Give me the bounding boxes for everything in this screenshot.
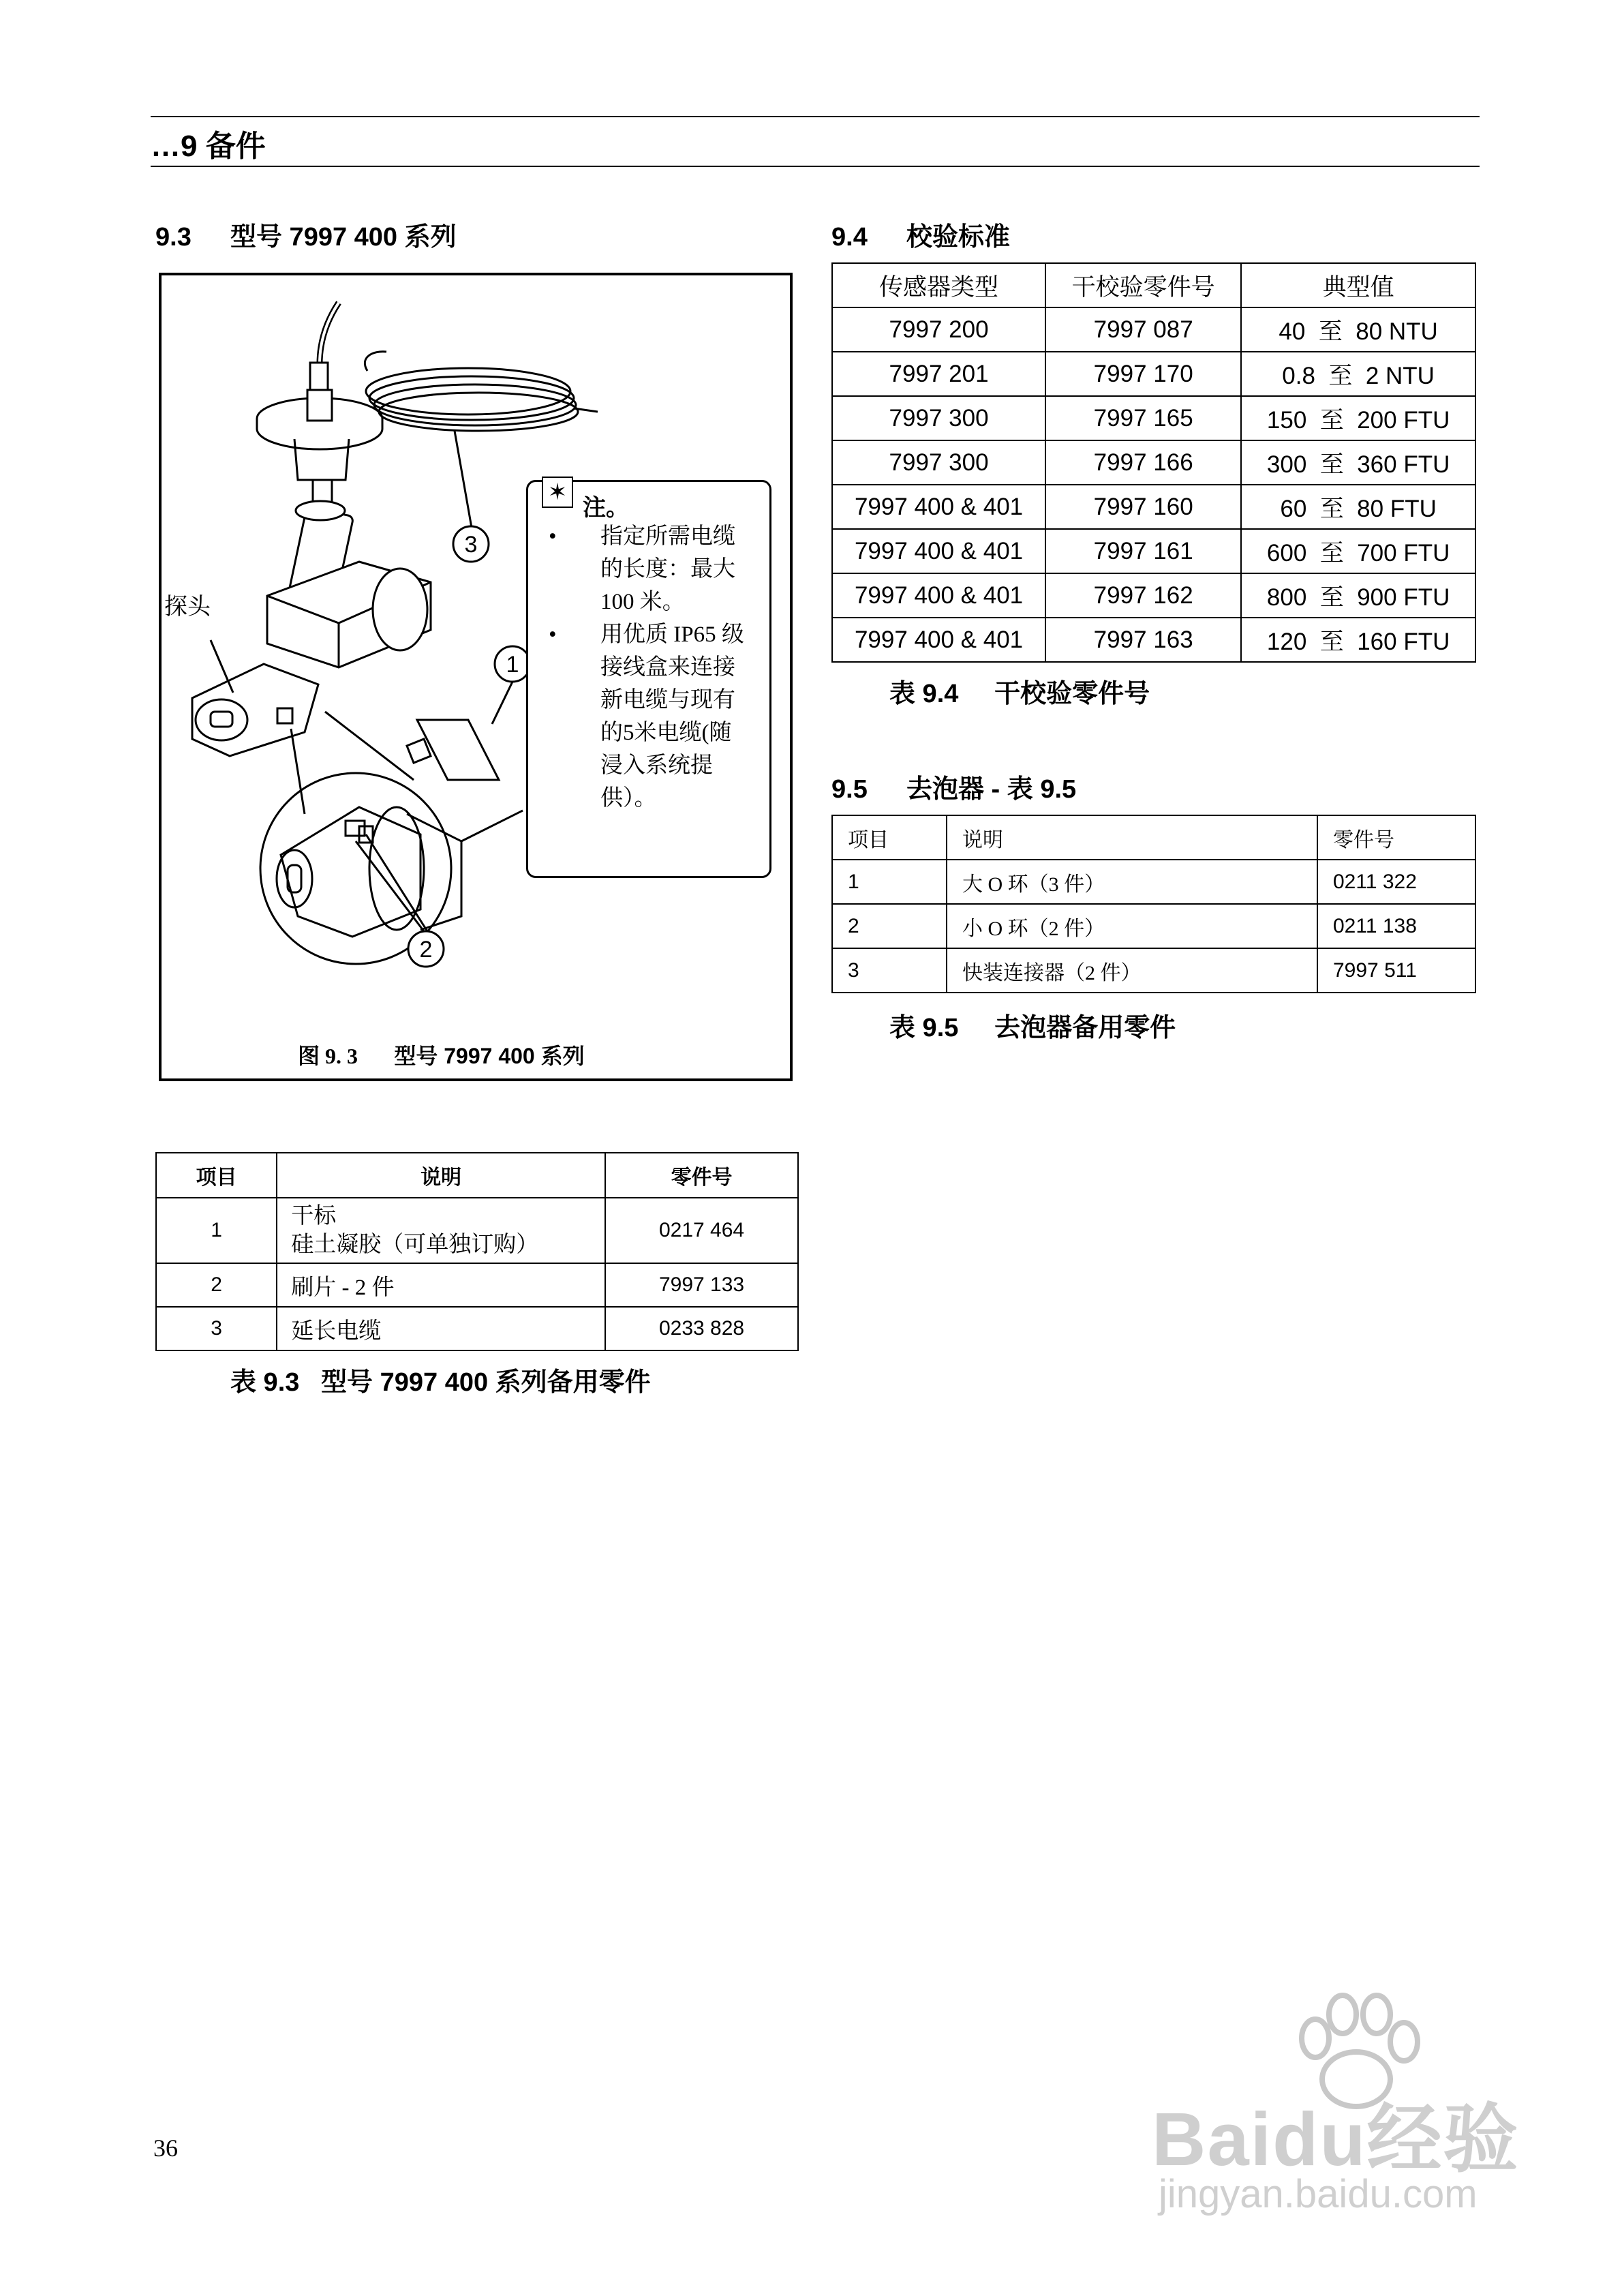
note-item-1 (549, 520, 760, 622)
cell: 800 至 900 FTU (1241, 573, 1475, 618)
table-row (156, 1307, 798, 1350)
table-row (832, 440, 1475, 485)
table-row (832, 573, 1475, 618)
note-box (526, 480, 771, 878)
cell: 7997 160 (1045, 485, 1241, 529)
note-line: 接线盒来连接 (600, 655, 735, 680)
table-9-3 (155, 1152, 799, 1351)
header-desc: 说明 (277, 1153, 605, 1198)
cell: 7997 200 (832, 307, 1045, 352)
desc-line: 硅土凝胶（可单独订购） (291, 1233, 539, 1257)
section-number: 9.4 (831, 223, 868, 252)
header-item: 项目 (156, 1153, 277, 1198)
header-dry-cal-part: 干校验零件号 (1045, 263, 1241, 307)
bullet: • (549, 622, 557, 647)
cell: 7997 087 (1045, 307, 1241, 352)
cell-item: 2 (156, 1263, 277, 1307)
header-rule-top (151, 116, 1480, 117)
cell-item: 3 (832, 948, 947, 993)
cell-part: 7997 133 (605, 1263, 798, 1307)
cell-desc (277, 1198, 605, 1263)
cell-item: 3 (156, 1307, 277, 1350)
cell-part: 0217 464 (605, 1198, 798, 1263)
section-number: 9.5 (831, 775, 868, 804)
cell-item: 1 (156, 1198, 277, 1263)
header-desc: 说明 (947, 815, 1317, 860)
callout-2-label: 2 (419, 937, 433, 963)
note-line: 的5米电缆(随 (600, 721, 732, 745)
cell-part: 0211 322 (1317, 860, 1475, 904)
figure-9-3 (159, 273, 793, 1081)
cell: 7997 162 (1045, 573, 1241, 618)
header-sensor-type: 传感器类型 (832, 263, 1045, 307)
table-row (156, 1263, 798, 1307)
note-line: 的长度：最大 (600, 557, 735, 581)
table-row (832, 529, 1475, 573)
figure-caption (298, 1039, 585, 1070)
watermark-brand: Baidu经验 (1152, 2098, 1520, 2181)
section-9-4-heading (831, 215, 1010, 253)
watermark-url: jingyan.baidu.com (1159, 2172, 1478, 2216)
note-line: 浸入系统提 (600, 753, 713, 778)
cell: 7997 400 & 401 (832, 529, 1045, 573)
figure-caption-number: 图 9. 3 (298, 1044, 358, 1068)
table-row (832, 396, 1475, 440)
table-row (832, 860, 1475, 904)
section-9-5-heading (831, 768, 1076, 805)
table-header-row (832, 815, 1475, 860)
cell: 7997 161 (1045, 529, 1241, 573)
table-row (832, 618, 1475, 662)
table-header-row (832, 263, 1475, 307)
page-number: 36 (153, 2134, 178, 2162)
header-typical-value: 典型值 (1241, 263, 1475, 307)
table-row (832, 904, 1475, 948)
section-9-3-heading (155, 215, 457, 253)
note-line: 用优质 IP65 级 (600, 622, 744, 647)
cell: 7997 300 (832, 440, 1045, 485)
section-title: 校验标准 (906, 223, 1011, 252)
chapter-title: …9 备件 (151, 130, 266, 163)
cell: 300 至 360 FTU (1241, 440, 1475, 485)
desc-line: 干标 (291, 1204, 337, 1228)
cell: 7997 170 (1045, 352, 1241, 396)
cell: 7997 201 (832, 352, 1045, 396)
header-part: 零件号 (1317, 815, 1475, 860)
section-title: 去泡器 - 表 9.5 (906, 775, 1077, 804)
cell: 60 至 80 FTU (1241, 485, 1475, 529)
cell: 7997 163 (1045, 618, 1241, 662)
cell: 120 至 160 FTU (1241, 618, 1475, 662)
section-title: 型号 7997 400 系列 (230, 223, 457, 252)
table-row (832, 485, 1475, 529)
cell-desc: 大 O 环（3 件） (947, 860, 1317, 904)
cell-desc: 快装连接器（2 件） (947, 948, 1317, 993)
bullet: • (549, 524, 557, 549)
cell-item: 2 (832, 904, 947, 948)
cell: 7997 300 (832, 396, 1045, 440)
callout-3-label: 3 (464, 532, 478, 558)
cell: 7997 166 (1045, 440, 1241, 485)
table-row (156, 1198, 798, 1263)
note-title: 注。 (583, 496, 629, 521)
note-line: 供）。 (600, 786, 657, 811)
star-icon: ✶ (542, 477, 573, 508)
figure-caption-text: 型号 7997 400 系列 (394, 1044, 585, 1068)
cell-desc: 刷片 - 2 件 (277, 1263, 605, 1307)
header-item: 项目 (832, 815, 947, 860)
cell: 0.8 至 2 NTU (1241, 352, 1475, 396)
cell: 150 至 200 FTU (1241, 396, 1475, 440)
cell: 7997 400 & 401 (832, 485, 1045, 529)
table-row (832, 352, 1475, 396)
note-line: 100 米。 (600, 590, 685, 614)
table-9-4 (831, 262, 1476, 663)
note-line: 指定所需电缆 (600, 524, 735, 549)
cell-part: 7997 511 (1317, 948, 1475, 993)
cell: 7997 165 (1045, 396, 1241, 440)
table-row (832, 307, 1475, 352)
cell: 7997 400 & 401 (832, 618, 1045, 662)
cell-part: 0211 138 (1317, 904, 1475, 948)
table-9-4-caption: 表 9.4 干校验零件号 (889, 680, 1150, 708)
callout-1-label: 1 (506, 652, 519, 678)
header-part: 零件号 (605, 1153, 798, 1198)
cell-desc: 延长电缆 (277, 1307, 605, 1350)
header-rule-bottom (151, 166, 1480, 167)
cell: 7997 400 & 401 (832, 573, 1045, 618)
cell-desc: 小 O 环（2 件） (947, 904, 1317, 948)
note-item-2 (549, 618, 760, 823)
table-row (832, 948, 1475, 993)
table-9-5 (831, 815, 1476, 993)
section-number: 9.3 (155, 223, 192, 252)
probe-label: 探头 (164, 594, 211, 620)
cell: 600 至 700 FTU (1241, 529, 1475, 573)
cell: 40 至 80 NTU (1241, 307, 1475, 352)
table-header-row (156, 1153, 798, 1198)
cell-item: 1 (832, 860, 947, 904)
note-line: 新电缆与现有 (600, 688, 735, 712)
table-9-5-caption: 表 9.5 去泡器备用零件 (889, 1014, 1176, 1042)
table-9-3-caption: 表 9.3 型号 7997 400 系列备用零件 (230, 1368, 651, 1397)
cell-part: 0233 828 (605, 1307, 798, 1350)
